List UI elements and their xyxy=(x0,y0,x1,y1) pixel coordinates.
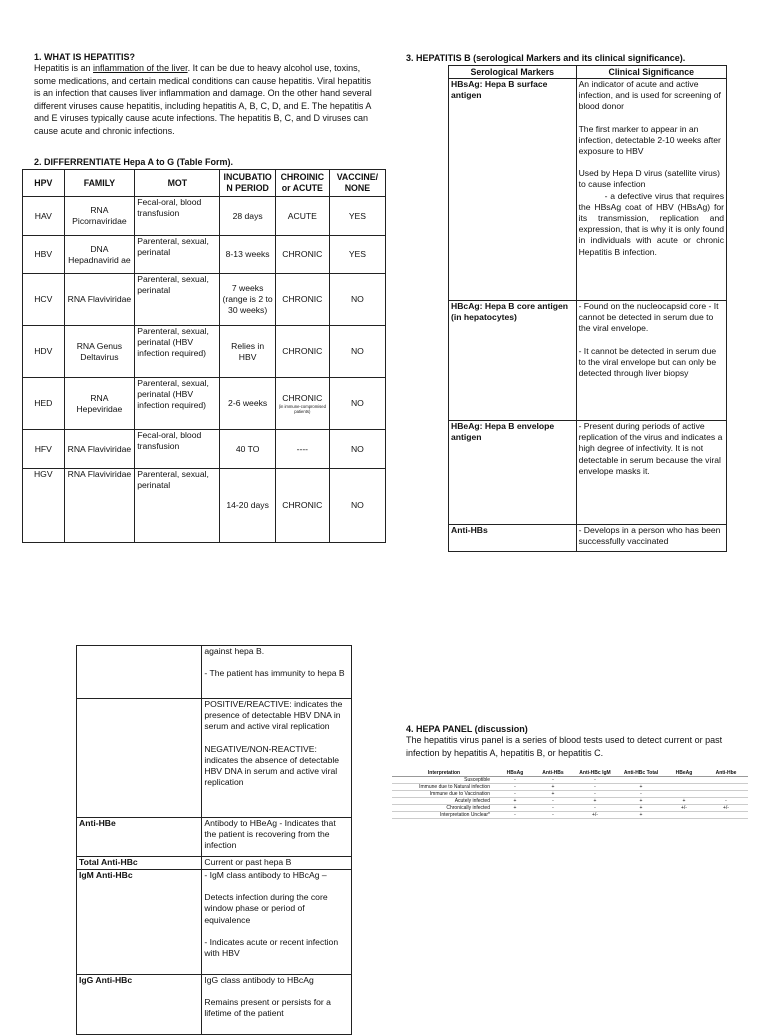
cell-incubation: 7 weeks (range is 2 to 30 weeks) xyxy=(220,274,275,326)
cont-text-1: against hepa B. xyxy=(204,646,265,656)
panel-cell xyxy=(664,784,704,791)
marker-igm-anti-hbc: IgM Anti-HBc xyxy=(77,870,202,975)
cell-vaccine: NO xyxy=(329,469,385,543)
cell-incubation: 8-13 weeks xyxy=(220,236,275,274)
panel-cell: + xyxy=(618,798,664,805)
section-1-text-a: Hepatitis is an xyxy=(34,63,94,73)
cell-hpv: HGV xyxy=(23,469,65,543)
panel-row xyxy=(392,798,748,805)
panel-cell xyxy=(618,777,664,784)
cell-vaccine: NO xyxy=(329,326,385,378)
marker-hbeag: HBeAg: Hepa B envelope antigen xyxy=(449,421,577,525)
header-incubation: INCUBATIO N PERIOD xyxy=(220,170,275,197)
marker-empty xyxy=(77,646,202,699)
panel-cell: - xyxy=(534,777,572,784)
cell-hpv: HBV xyxy=(23,236,65,274)
panel-row xyxy=(392,791,748,798)
table-row xyxy=(23,469,386,543)
significance-total-anti-hbc: Current or past hepa B xyxy=(202,857,352,870)
table-row xyxy=(23,274,386,326)
panel-cell: + xyxy=(618,812,664,819)
cell-hpv: HFV xyxy=(23,430,65,469)
hbcag-text-1: - Found on the nucleocapsid core - It cannot be detected in serum due to the viral envelope. xyxy=(578,301,719,334)
panel-cell: Immune due to Vaccination xyxy=(392,791,496,798)
panel-cell xyxy=(704,812,748,819)
cell-hpv: HDV xyxy=(23,326,65,378)
marker-igg-anti-hbc: IgG Anti-HBc xyxy=(77,975,202,1035)
significance-hbsag xyxy=(576,79,726,301)
section-1-title: 1. WHAT IS HEPATITIS? xyxy=(34,52,135,62)
panel-cell: - xyxy=(704,798,748,805)
cell-family: RNA Hepeviridae xyxy=(64,378,135,430)
header-family: FAMILY xyxy=(64,170,135,197)
cell-hpv: HAV xyxy=(23,197,65,236)
table-row xyxy=(449,525,727,552)
panel-row xyxy=(392,805,748,812)
section-3-title: 3. HEPATITIS B (serological Markers and its clinical significance). xyxy=(406,53,686,63)
cell-mot: Parenteral, sexual, perinatal xyxy=(135,274,220,326)
igm-text-3: - Indicates acute or recent infection with HBV xyxy=(204,936,339,959)
header-clinical-significance: Clinical Significance xyxy=(576,66,726,79)
cell-type: CHRONIC xyxy=(275,469,329,543)
hbcag-text-2: - It cannot be detected in serum due to the viral envelope but can only be detected through liver biopsy xyxy=(578,345,717,379)
cell-hpv: HCV xyxy=(23,274,65,326)
table-row xyxy=(77,818,352,857)
panel-cell: + xyxy=(664,798,704,805)
cell-type xyxy=(275,378,329,430)
header-serological-markers: Serological Markers xyxy=(449,66,577,79)
panel-cell: Acutely infected xyxy=(392,798,496,805)
panel-header: Anti-HBs xyxy=(534,770,572,777)
section-what-is-hepatitis xyxy=(34,52,374,138)
igg-text-1: IgG class antibody to HBcAg xyxy=(204,975,314,985)
igg-text-2: Remains present or persists for a lifetime of the patient xyxy=(204,997,331,1019)
igm-text-2: Detects infection during the core window phase or period of equivalence xyxy=(204,892,328,925)
header-hpv: HPV xyxy=(23,170,65,197)
table-row xyxy=(23,378,386,430)
table-row xyxy=(449,421,727,525)
cell-vaccine: NO xyxy=(329,430,385,469)
panel-cell: - xyxy=(496,791,534,798)
cell-incubation: 2-6 weeks xyxy=(220,378,275,430)
panel-cell xyxy=(704,777,748,784)
panel-cell: +/- xyxy=(664,805,704,812)
continued-anti-hbs xyxy=(202,646,352,699)
cell-family: RNA Flaviviridae xyxy=(64,469,135,543)
section-4-title: 4. HEPA PANEL (discussion) xyxy=(406,724,528,734)
significance-anti-hbs: - Develops in a person who has been successfully vaccinated xyxy=(576,525,726,552)
significance-igg-anti-hbc xyxy=(202,975,352,1035)
section-4-body: The hepatitis virus panel is a series of blood tests used to detect current or past infection by hepatitis A, hepatitis B, or hepatitis C. xyxy=(406,735,723,758)
cell-family: RNA Flaviviridae xyxy=(64,274,135,326)
cell-type: ACUTE xyxy=(275,197,329,236)
panel-cell: - xyxy=(572,777,618,784)
cell-mot: Parenteral, sexual, perinatal (HBV infection required) xyxy=(135,326,220,378)
marker-hbsag: HBsAg: Hepa B surface antigen xyxy=(449,79,577,301)
panel-cell: - xyxy=(496,784,534,791)
panel-header: HBsAg xyxy=(496,770,534,777)
panel-cell: Immune due to Natural infection xyxy=(392,784,496,791)
section-1-text-b: . It can be due to heavy alcohol use, toxins, some medications, and certain medical conditions can cause hepatitis. Viral hepatitis is an infection that causes liver inflammation and damage. On the other hand several different viruses cause hepatitis, including hepatitis A, B, C, D, and E. The hepatitis A and E viruses typically cause acute infections. The hepatitis B, C, and D viruses can cause acute and chronic infections. xyxy=(34,63,372,136)
cell-family: RNA Picornaviridae xyxy=(64,197,135,236)
panel-header: Interpretation xyxy=(392,770,496,777)
panel-row xyxy=(392,777,748,784)
cell-family: RNA Genus Deltavirus xyxy=(64,326,135,378)
table-row xyxy=(77,975,352,1035)
serological-markers-table-continued xyxy=(76,645,352,1035)
table-header-row xyxy=(23,170,386,197)
cell-mot: Parenteral, sexual, perinatal (HBV infection required) xyxy=(135,378,220,430)
cell-type: ---- xyxy=(275,430,329,469)
table-header-row xyxy=(449,66,727,79)
panel-cell: Chronically infected xyxy=(392,805,496,812)
table-row xyxy=(77,870,352,975)
panel-cell: + xyxy=(618,784,664,791)
table-row xyxy=(449,79,727,301)
cell-incubation: 14-20 days xyxy=(220,469,275,543)
table-row xyxy=(449,301,727,421)
table-row xyxy=(77,646,352,699)
panel-cell xyxy=(704,791,748,798)
cell-mot: Fecal-oral, blood transfusion xyxy=(135,197,220,236)
table-row xyxy=(23,430,386,469)
panel-cell: - xyxy=(534,812,572,819)
panel-cell: - xyxy=(618,791,664,798)
panel-row xyxy=(392,812,748,819)
panel-header: Anti-HBc Total xyxy=(618,770,664,777)
panel-cell: - xyxy=(496,812,534,819)
panel-cell: - xyxy=(572,805,618,812)
cell-incubation: Relies in HBV xyxy=(220,326,275,378)
significance-hbeag: - Present during periods of active replication of the virus and indicates a high degree of infectivity. It is not detectable in serum because the viral envelope masks it. xyxy=(576,421,726,525)
section-1-body xyxy=(34,62,374,138)
panel-cell: + xyxy=(534,791,572,798)
hbsag-text-3: Used by Hepa D virus (satellite virus) to cause infection xyxy=(578,168,720,190)
cell-type-text: CHRONIC xyxy=(282,393,323,403)
igm-text-1: - IgM class antibody to HBcAg – xyxy=(204,870,327,880)
hbsag-text-2: The first marker to appear in an infection, detectable 2-10 weeks after exposure to HBV xyxy=(578,123,721,157)
cell-vaccine: YES xyxy=(329,197,385,236)
header-mot: MOT xyxy=(135,170,220,197)
panel-cell xyxy=(664,812,704,819)
dna-text-2: NEGATIVE/NON-REACTIVE: indicates the absence of detectable HBV DNA in serum and active viral replication xyxy=(204,743,340,788)
cont-text-2: - The patient has immunity to hepa B xyxy=(204,668,345,679)
table-row xyxy=(23,197,386,236)
hbsag-text-4: - a defective virus that requires the HBsAg coat of HBV (HBsAg) for its transmission, replication and expression, that is why it is only found in individuals with acute or chronic Hepatitis B infection. xyxy=(578,190,724,257)
table-row xyxy=(23,236,386,274)
panel-header: HBeAg xyxy=(664,770,704,777)
hepa-panel-table xyxy=(392,770,748,819)
panel-cell: + xyxy=(496,798,534,805)
cell-incubation: 28 days xyxy=(220,197,275,236)
cell-type: CHRONIC xyxy=(275,326,329,378)
panel-cell: +/- xyxy=(704,805,748,812)
panel-cell: - xyxy=(496,777,534,784)
panel-cell: - xyxy=(534,805,572,812)
cell-type: CHRONIC xyxy=(275,236,329,274)
panel-cell: Susceptible xyxy=(392,777,496,784)
panel-header: Anti-Hbe xyxy=(704,770,748,777)
hbsag-text-1: An indicator of acute and active infection, and is used for screening of blood donor xyxy=(578,79,721,112)
panel-cell xyxy=(664,777,704,784)
marker-empty xyxy=(77,699,202,818)
section-hepa-panel xyxy=(406,724,736,759)
header-vaccine: VACCINE/ NONE xyxy=(329,170,385,197)
panel-cell: + xyxy=(496,805,534,812)
panel-cell: +/- xyxy=(572,812,618,819)
cell-mot: Fecal-oral, blood transfusion xyxy=(135,430,220,469)
marker-anti-hbs: Anti-HBs xyxy=(449,525,577,552)
serological-markers-table xyxy=(448,65,727,552)
table-row xyxy=(77,857,352,870)
panel-cell: + xyxy=(572,798,618,805)
cell-incubation: 40 TO xyxy=(220,430,275,469)
panel-cell: - xyxy=(572,784,618,791)
significance-anti-hbe: Antibody to HBeAg - Indicates that the patient is recovering from the infection xyxy=(202,818,352,857)
panel-cell: - xyxy=(534,798,572,805)
panel-header: Anti-HBc IgM xyxy=(572,770,618,777)
panel-cell: + xyxy=(534,784,572,791)
cell-family: RNA Flaviviridae xyxy=(64,430,135,469)
cell-type-note: (in immune-compromised patients) xyxy=(278,404,326,414)
significance-igm-anti-hbc xyxy=(202,870,352,975)
table-row xyxy=(23,326,386,378)
cell-hpv: HED xyxy=(23,378,65,430)
table-row xyxy=(77,699,352,818)
panel-cell xyxy=(664,791,704,798)
marker-hbcag: HBcAg: Hepa B core antigen (in hepatocytes) xyxy=(449,301,577,421)
dna-text-1: POSITIVE/REACTIVE: indicates the presence of detectable HBV DNA in serum and active viral replication xyxy=(204,699,343,732)
inflammation-link: inflammation of the liver xyxy=(93,63,188,73)
cell-vaccine: NO xyxy=(329,274,385,326)
cell-mot: Parenteral, sexual, perinatal xyxy=(135,236,220,274)
panel-cell: Interpretation Unclear* xyxy=(392,812,496,819)
cell-vaccine: NO xyxy=(329,378,385,430)
panel-row xyxy=(392,784,748,791)
cell-vaccine: YES xyxy=(329,236,385,274)
cell-type: CHRONIC xyxy=(275,274,329,326)
header-chronic-acute: CHROINIC or ACUTE xyxy=(275,170,329,197)
marker-total-anti-hbc: Total Anti-HBc xyxy=(77,857,202,870)
panel-cell: - xyxy=(572,791,618,798)
marker-anti-hbe: Anti-HBe xyxy=(77,818,202,857)
hbv-dna xyxy=(202,699,352,818)
section-2-title: 2. DIFFERRENTIATE Hepa A to G (Table Form). xyxy=(34,157,234,167)
hepatitis-comparison-table xyxy=(22,169,386,543)
cell-family: DNA Hepadnavirid ae xyxy=(64,236,135,274)
significance-hbcag xyxy=(576,301,726,421)
cell-mot: Parenteral, sexual, perinatal xyxy=(135,469,220,543)
panel-cell: + xyxy=(618,805,664,812)
panel-cell xyxy=(704,784,748,791)
